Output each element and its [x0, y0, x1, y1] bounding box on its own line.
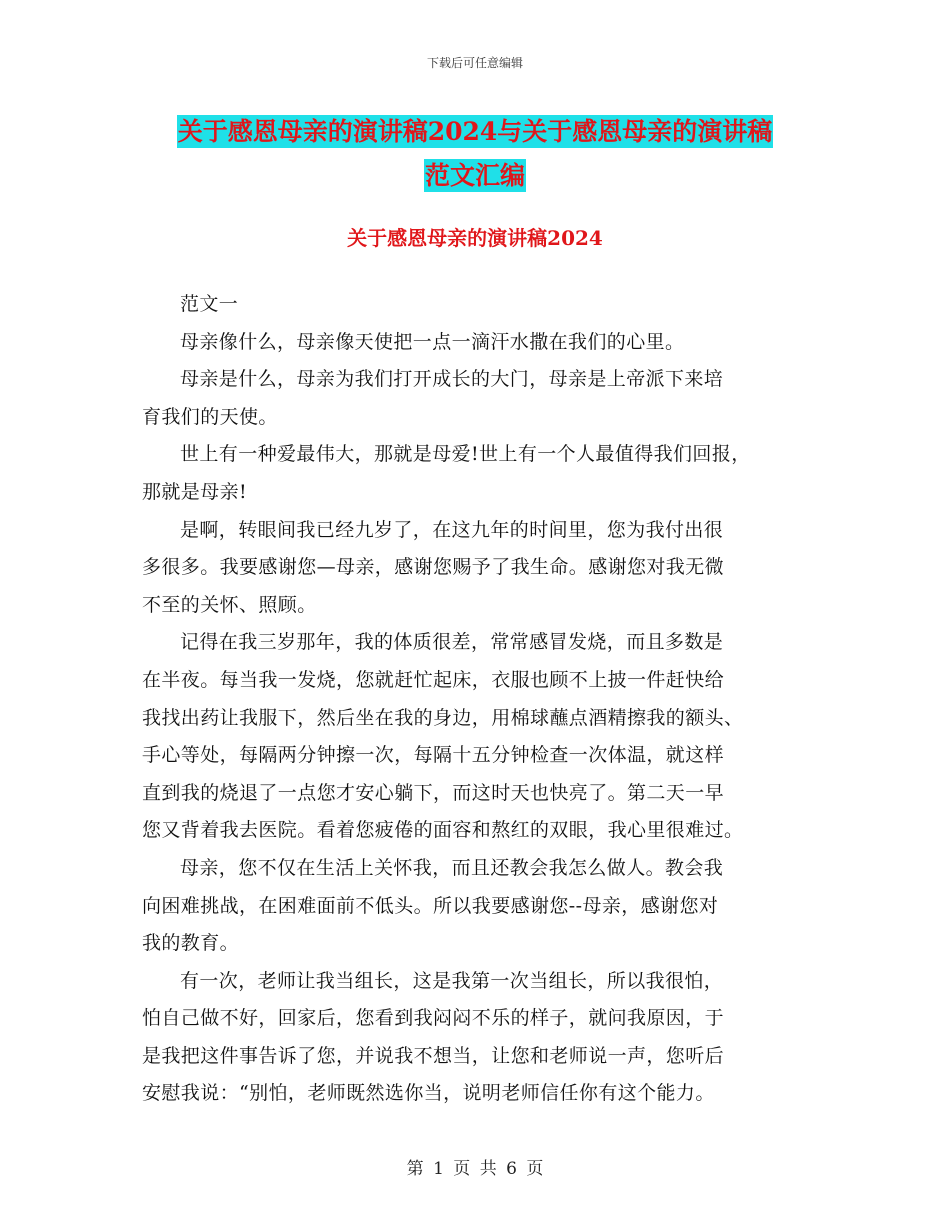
- paragraph-line: 手心等处，每隔两分钟擦一次，每隔十五分钟检查一次体温，就这样: [142, 744, 725, 767]
- footer-prefix: 第: [406, 1159, 424, 1179]
- paragraph-line: 在半夜。每当我一发烧，您就赶忙起床，衣服也顾不上披一件赶快给: [142, 668, 725, 691]
- paragraph-line: 直到我的烧退了一点您才安心躺下，而这时天也快亮了。第二天一早: [142, 781, 725, 804]
- paragraph-line: 世上有一种爱最伟大，那就是母爱!世上有一个人最值得我们回报，: [180, 443, 751, 466]
- footer-middle: 页 共: [453, 1159, 497, 1179]
- title-line-1: 关于感恩母亲的演讲稿2024与关于感恩母亲的演讲稿: [177, 117, 773, 146]
- paragraph: [142, 963, 818, 1113]
- paragraph-line: 是我把这件事告诉了您，并说我不想当，让您和老师说一声，您听后: [142, 1044, 725, 1067]
- footer-total-pages: 6: [506, 1159, 517, 1179]
- paragraph: [142, 850, 818, 963]
- paragraph: [142, 361, 818, 436]
- paragraph: [142, 286, 818, 324]
- paragraph-line: 我找出药让我服下，然后坐在我的身边，用棉球蘸点酒精擦我的额头、: [142, 706, 744, 729]
- document-title: [0, 110, 950, 198]
- page-footer: [0, 1154, 950, 1179]
- paragraph-line: 是啊，转眼间我已经九岁了，在这九年的时间里，您为我付出很: [180, 518, 724, 541]
- paragraph-line: 安慰我说：“别怕，老师既然选你当，说明老师信任你有这个能力。: [142, 1082, 715, 1105]
- document-body: [142, 286, 818, 1113]
- paragraph: [142, 324, 818, 362]
- paragraph-line: 那就是母亲!: [142, 480, 248, 503]
- paragraph-line: 不至的关怀、照顾。: [142, 593, 317, 616]
- header-note: 下载后可任意编辑: [426, 56, 523, 70]
- paragraph-line: 怕自己做不好，回家后，您看到我闷闷不乐的样子，就问我原因，于: [142, 1007, 725, 1030]
- paragraph-line: 母亲像什么，母亲像天使把一点一滴汗水撒在我们的心里。: [180, 330, 685, 353]
- paragraph-line: 母亲是什么，母亲为我们打开成长的大门，母亲是上帝派下来培: [180, 368, 724, 391]
- paragraph-line: 范文一: [180, 293, 239, 315]
- paragraph-line: 您又背着我去医院。看着您疲倦的面容和熬红的双眼，我心里很难过。: [142, 819, 744, 842]
- paragraph-line: 育我们的天使。: [142, 405, 278, 428]
- paragraph-line: 多很多。我要感谢您—母亲，感谢您赐予了我生命。感谢您对我无微: [142, 556, 725, 579]
- paragraph: [142, 436, 818, 511]
- paragraph-line: 有一次，老师让我当组长，这是我第一次当组长，所以我很怕，: [180, 969, 724, 992]
- footer-page-number: 1: [433, 1159, 444, 1179]
- paragraph-line: 母亲，您不仅在生活上关怀我，而且还教会我怎么做人。教会我: [180, 856, 724, 879]
- paragraph-line: 我的教育。: [142, 932, 240, 955]
- paragraph-line: 记得在我三岁那年，我的体质很差，常常感冒发烧，而且多数是: [180, 631, 724, 654]
- paragraph: [142, 512, 818, 625]
- title-line-2: 范文汇编: [424, 161, 525, 190]
- footer-suffix: 页: [526, 1159, 544, 1179]
- paragraph-line: 向困难挑战，在困难面前不低头。所以我要感谢您--母亲，感谢您对: [142, 894, 719, 917]
- section-title: 关于感恩母亲的演讲稿2024: [347, 226, 603, 250]
- paragraph: [142, 624, 818, 850]
